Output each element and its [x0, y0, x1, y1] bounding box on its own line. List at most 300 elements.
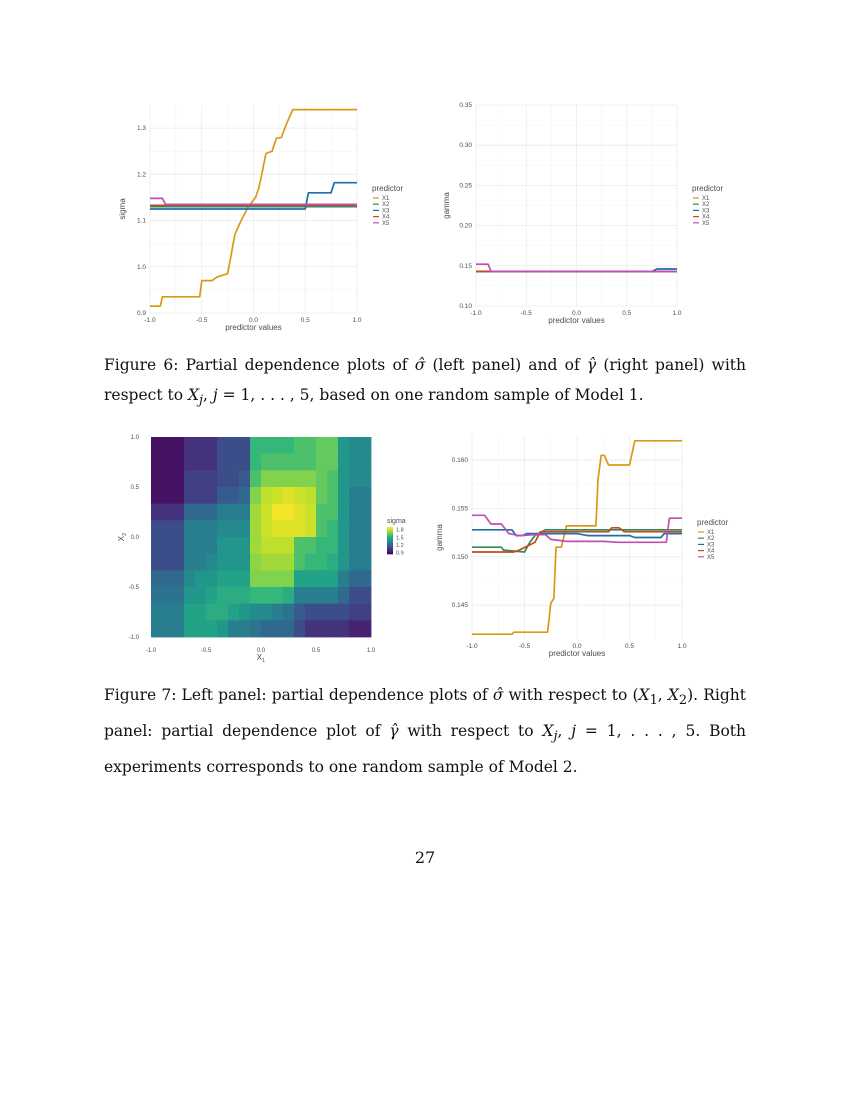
heatmap-cell	[162, 620, 173, 637]
colorbar-tick-label: 1.8	[396, 527, 404, 534]
heatmap-cell	[250, 587, 261, 604]
heatmap-cell	[184, 437, 195, 454]
heatmap-cell	[239, 537, 250, 554]
heatmap-cell	[151, 504, 162, 521]
heatmap-cell	[294, 570, 305, 587]
heatmap-cell	[184, 520, 195, 537]
heatmap-cell	[338, 487, 349, 504]
heatmap-cell	[173, 587, 184, 604]
heatmap-cell	[272, 470, 283, 487]
heatmap-cell	[250, 454, 261, 471]
heatmap-cell	[184, 554, 195, 571]
heatmap-cell	[184, 587, 195, 604]
legend-label-x2: X2	[707, 536, 715, 543]
heatmap-cell	[151, 537, 162, 554]
heatmap-cell	[305, 470, 316, 487]
heatmap-cell	[316, 437, 327, 454]
heatmap-cell	[217, 620, 228, 637]
legend-label-x4: X4	[707, 548, 715, 555]
heatmap-cell	[173, 487, 184, 504]
heatmap-cell	[316, 454, 327, 471]
heatmap-cell	[316, 520, 327, 537]
heatmap-cell	[173, 520, 184, 537]
heatmap-cell	[360, 570, 371, 587]
heatmap-cell	[250, 620, 261, 637]
y-tick-label: 1.0	[130, 435, 139, 441]
heatmap-cell	[261, 620, 272, 637]
heatmap-cell	[349, 620, 360, 637]
heatmap-cell	[327, 504, 338, 521]
heatmap-cell	[228, 554, 239, 571]
heatmap-cell	[305, 454, 316, 471]
legend-title: predictor	[697, 518, 729, 527]
heatmap-cell	[250, 437, 261, 454]
heatmap-cell	[228, 487, 239, 504]
heatmap-cell	[239, 487, 250, 504]
x-tick-label: 0.5	[622, 310, 632, 317]
heatmap-cell	[305, 587, 316, 604]
x-axis-title: predictor values	[548, 649, 606, 658]
heatmap-cell	[184, 454, 195, 471]
heatmap-cell	[228, 454, 239, 471]
heatmap-cell	[316, 537, 327, 554]
heatmap-cell	[349, 570, 360, 587]
heatmap-cell	[217, 470, 228, 487]
heatmap-cell	[261, 554, 272, 571]
fig6-left-chart	[110, 92, 410, 342]
x-tick-label: 1.0	[672, 310, 682, 317]
heatmap-cell	[195, 587, 206, 604]
heatmap-cell	[195, 520, 206, 537]
heatmap-cell	[316, 570, 327, 587]
heatmap-cell	[173, 620, 184, 637]
heatmap-cell	[206, 454, 217, 471]
x-tick-label: 0.0	[248, 317, 259, 324]
legend-label-x5: X5	[702, 220, 710, 227]
heatmap-cell	[316, 604, 327, 621]
legend-label-x2: X2	[382, 202, 390, 209]
heatmap-cell	[184, 570, 195, 587]
page-number: 27	[414, 848, 436, 867]
heatmap-cell	[316, 470, 327, 487]
heatmap-cell	[195, 537, 206, 554]
heatmap-cell	[349, 587, 360, 604]
x-tick-label: 0.0	[571, 310, 582, 317]
heatmap-cell	[316, 504, 327, 521]
heatmap-cell	[272, 487, 283, 504]
heatmap-cell	[228, 504, 239, 521]
heatmap-cell	[250, 470, 261, 487]
heatmap-cell	[239, 504, 250, 521]
heatmap-cell	[283, 587, 294, 604]
heatmap-cell	[184, 604, 195, 621]
heatmap-cell	[349, 504, 360, 521]
heatmap-cell	[206, 554, 217, 571]
heatmap-cell	[239, 520, 250, 537]
heatmap-cell	[162, 470, 173, 487]
heatmap-cell	[261, 454, 272, 471]
y-tick-label: 1.1	[136, 217, 146, 225]
x-tick-label: -0.5	[200, 648, 212, 654]
colorbar-title: sigma	[387, 518, 406, 525]
fig6-right-chart	[438, 92, 738, 342]
heatmap-cell	[239, 470, 250, 487]
heatmap-cell	[338, 570, 349, 587]
heatmap-cell	[327, 470, 338, 487]
x-axis-title: predictor values	[548, 316, 605, 325]
heatmap-cell	[294, 537, 305, 554]
heatmap-cell	[305, 487, 316, 504]
heatmap-cell	[184, 470, 195, 487]
heatmap-cell	[327, 570, 338, 587]
y-tick-label: 0.30	[459, 142, 472, 150]
heatmap-cell	[294, 487, 305, 504]
x-tick-label: 1.0	[677, 643, 687, 650]
heatmap-cell	[261, 470, 272, 487]
heatmap-cell	[162, 454, 173, 471]
heatmap-cell	[327, 554, 338, 571]
x-tick-label: 1.0	[366, 648, 376, 654]
heatmap-cell	[162, 587, 173, 604]
legend-label-x2: X2	[702, 202, 710, 209]
heatmap-cell	[305, 570, 316, 587]
heatmap-cell	[338, 437, 349, 454]
heatmap-cell	[349, 454, 360, 471]
heatmap-cell	[294, 454, 305, 471]
heatmap-cell	[360, 520, 371, 537]
heatmap-cell	[338, 537, 349, 554]
heatmap-cell	[239, 454, 250, 471]
heatmap-cell	[294, 587, 305, 604]
heatmap-cell	[173, 554, 184, 571]
heatmap-cell	[316, 487, 327, 504]
heatmap-cell	[228, 520, 239, 537]
heatmap-cell	[261, 437, 272, 454]
x-tick-label: -1.0	[145, 648, 157, 654]
heatmap-cell	[195, 604, 206, 621]
y-tick-label: 0.150	[451, 553, 468, 561]
x-axis-title: predictor values	[225, 323, 282, 332]
heatmap-cell	[349, 537, 360, 554]
heatmap-cell	[283, 620, 294, 637]
heatmap-cell	[349, 604, 360, 621]
heatmap-cell	[151, 587, 162, 604]
y-tick-label: 0.10	[459, 303, 472, 310]
heatmap-cell	[305, 554, 316, 571]
heatmap-cell	[151, 570, 162, 587]
fig7-left-chart	[110, 428, 430, 668]
heatmap-cell	[261, 587, 272, 604]
heatmap-cell	[217, 604, 228, 621]
y-axis-title: sigma	[118, 198, 127, 220]
heatmap-cell	[162, 554, 173, 571]
heatmap-cell	[261, 487, 272, 504]
y-tick-label: 0.5	[130, 485, 139, 491]
heatmap-cell	[349, 487, 360, 504]
x-tick-label: 0.0	[256, 648, 266, 654]
heatmap-cell	[217, 520, 228, 537]
heatmap-cell	[151, 604, 162, 621]
legend-label-x1: X1	[702, 196, 710, 202]
heatmap-cell	[239, 437, 250, 454]
x-tick-label: -1.0	[144, 317, 156, 324]
heatmap-cell	[173, 504, 184, 521]
colorbar-tick-label: 0.9	[396, 550, 404, 557]
heatmap-cell	[217, 504, 228, 521]
y-axis-title: gamma	[435, 524, 444, 551]
y-tick-label: 0.9	[136, 310, 146, 317]
heatmap-cell	[338, 504, 349, 521]
x-tick-label: 0.5	[311, 648, 321, 654]
x-tick-label: -0.5	[196, 317, 208, 324]
heatmap-cell	[217, 487, 228, 504]
heatmap-cell	[327, 587, 338, 604]
heatmap-cell	[349, 554, 360, 571]
heatmap-cell	[195, 454, 206, 471]
heatmap-cell	[206, 504, 217, 521]
heatmap-cell	[338, 554, 349, 571]
legend-label-x3: X3	[702, 208, 710, 215]
heatmap-cell	[338, 604, 349, 621]
x-tick-label: -0.5	[518, 643, 531, 650]
heatmap-cell	[261, 520, 272, 537]
heatmap-cell	[283, 437, 294, 454]
y-tick-label: -1.0	[128, 635, 139, 641]
heatmap-cell	[327, 454, 338, 471]
y-axis-title: $X_2$	[117, 532, 128, 542]
heatmap-cell	[338, 620, 349, 637]
heatmap-cell	[272, 604, 283, 621]
heatmap-cell	[272, 620, 283, 637]
heatmap-cell	[283, 504, 294, 521]
heatmap-cell	[217, 587, 228, 604]
heatmap-cell	[195, 487, 206, 504]
heatmap-cell	[184, 504, 195, 521]
heatmap-cell	[206, 587, 217, 604]
heatmap-cell	[283, 570, 294, 587]
heatmap-cell	[239, 604, 250, 621]
heatmap-cell	[173, 537, 184, 554]
heatmap-cell	[305, 520, 316, 537]
heatmap-cell	[305, 537, 316, 554]
fig7-right-chart	[435, 428, 738, 668]
heatmap-cell	[206, 537, 217, 554]
y-tick-label: 0.25	[459, 182, 472, 190]
heatmap-cell	[272, 437, 283, 454]
heatmap-cell	[360, 470, 371, 487]
heatmap-cell	[360, 504, 371, 521]
y-tick-label: 0.145	[451, 602, 468, 610]
heatmap-cell	[283, 487, 294, 504]
y-tick-label: -0.5	[128, 585, 139, 591]
heatmap-cell	[162, 437, 173, 454]
heatmap-cell	[184, 487, 195, 504]
heatmap-cell	[151, 454, 162, 471]
heatmap-cell	[162, 570, 173, 587]
heatmap-cell	[206, 470, 217, 487]
y-tick-label: 0.155	[451, 505, 468, 513]
heatmap-cell	[338, 587, 349, 604]
heatmap-cell	[327, 537, 338, 554]
heatmap-cell	[173, 604, 184, 621]
y-tick-label: 0.15	[459, 262, 472, 270]
heatmap-cell	[217, 454, 228, 471]
heatmap-cell	[294, 604, 305, 621]
y-tick-label: 1.0	[136, 263, 146, 271]
y-tick-label: 0.35	[459, 102, 472, 109]
heatmap-cell	[272, 537, 283, 554]
heatmap-cell	[228, 587, 239, 604]
heatmap-cell	[272, 570, 283, 587]
heatmap-cell	[360, 604, 371, 621]
x-tick-label: 0.0	[572, 643, 582, 650]
heatmap-cell	[151, 520, 162, 537]
legend-label-x5: X5	[382, 220, 390, 227]
legend-label-x3: X3	[382, 208, 390, 215]
heatmap-cell	[349, 470, 360, 487]
heatmap-cell	[228, 570, 239, 587]
heatmap-cell	[327, 487, 338, 504]
heatmap-cell	[195, 504, 206, 521]
heatmap-cell	[206, 570, 217, 587]
heatmap-cell	[305, 437, 316, 454]
x-axis-title: $X_1$	[256, 653, 266, 664]
heatmap-cell	[162, 537, 173, 554]
heatmap-cell	[250, 604, 261, 621]
heatmap-cell	[316, 620, 327, 637]
heatmap-cell	[305, 620, 316, 637]
heatmap-cell	[195, 470, 206, 487]
legend-label-x4: X4	[382, 214, 390, 221]
x-tick-label: 1.0	[352, 317, 362, 324]
heatmap-cell	[195, 570, 206, 587]
heatmap-cell	[261, 570, 272, 587]
heatmap-cell	[316, 554, 327, 571]
x-tick-label: -1.0	[470, 310, 482, 317]
heatmap-cell	[338, 470, 349, 487]
heatmap-cell	[228, 437, 239, 454]
heatmap-cell	[327, 604, 338, 621]
heatmap-cell	[184, 620, 195, 637]
figure-7-caption: Figure 7: Left panel: partial dependence plots of σ̂ with respect to ($X_1$, $X_2$). Right panel: partial dependence plot of γ̂ with respect to $X_j$, j = 1, . . . , 5. Both experiments corresponds to one random sample of Model 2.	[104, 686, 747, 777]
heatmap-cell	[151, 470, 162, 487]
heatmap-cell	[239, 620, 250, 637]
heatmap-cell	[360, 537, 371, 554]
heatmap-cell	[272, 587, 283, 604]
x-tick-label: 0.5	[624, 643, 635, 650]
y-tick-label: 1.3	[136, 125, 146, 133]
heatmap-cell	[294, 470, 305, 487]
heatmap-cell	[151, 487, 162, 504]
heatmap-cell	[151, 554, 162, 571]
heatmap-cell	[305, 604, 316, 621]
heatmap-cell	[272, 520, 283, 537]
heatmap-cell	[360, 554, 371, 571]
heatmap-cell	[173, 454, 184, 471]
heatmap-cell	[283, 454, 294, 471]
heatmap-cell	[162, 604, 173, 621]
heatmap-cell	[294, 620, 305, 637]
legend-title: predictor	[372, 184, 404, 193]
y-tick-label: 0.20	[459, 222, 472, 230]
heatmap-cell	[261, 537, 272, 554]
colorbar-tick-label: 1.2	[396, 543, 404, 549]
heatmap-cell	[327, 620, 338, 637]
heatmap-cell	[217, 570, 228, 587]
heatmap-cell	[173, 437, 184, 454]
heatmap-cell	[184, 537, 195, 554]
colorbar-segment	[387, 553, 393, 554]
heatmap-cell	[261, 604, 272, 621]
heatmap-cell	[250, 487, 261, 504]
heatmap-cell	[360, 454, 371, 471]
legend-label-x5: X5	[707, 554, 715, 561]
heatmap-cell	[250, 520, 261, 537]
heatmap-cell	[250, 537, 261, 554]
heatmap-cell	[228, 604, 239, 621]
heatmap-cell	[162, 520, 173, 537]
heatmap-cell	[283, 604, 294, 621]
x-tick-label: -0.5	[520, 310, 532, 317]
heatmap-cell	[305, 504, 316, 521]
heatmap-cell	[195, 554, 206, 571]
heatmap-cell	[217, 554, 228, 571]
heatmap-cell	[250, 504, 261, 521]
heatmap-cell	[228, 620, 239, 637]
heatmap-cell	[327, 437, 338, 454]
heatmap-cell	[360, 487, 371, 504]
heatmap-cell	[338, 454, 349, 471]
heatmap-cell	[327, 520, 338, 537]
heatmap-cell	[283, 470, 294, 487]
heatmap-cell	[360, 587, 371, 604]
heatmap-cell	[294, 520, 305, 537]
heatmap-cell	[294, 554, 305, 571]
heatmap-cell	[173, 470, 184, 487]
y-tick-label: 0.0	[130, 535, 139, 541]
heatmap-cell	[195, 620, 206, 637]
x-tick-label: -1.0	[466, 643, 478, 650]
heatmap-cell	[272, 454, 283, 471]
heatmap-cell	[283, 537, 294, 554]
heatmap-cell	[250, 570, 261, 587]
figure-6-caption: Figure 6: Partial dependence plots of σ̂ (left panel) and of γ̂ (right panel) with respect to $X_j$, j = 1, . . . , 5, based on one random sample of Model 1.	[104, 356, 746, 409]
heatmap-cell	[349, 437, 360, 454]
heatmap-cell	[294, 437, 305, 454]
heatmap-cell	[239, 587, 250, 604]
heatmap-cell	[206, 437, 217, 454]
heatmap-cell	[294, 504, 305, 521]
heatmap-cell	[283, 554, 294, 571]
x-tick-label: 0.5	[300, 317, 310, 324]
heatmap-cell	[316, 587, 327, 604]
heatmap-cell	[206, 604, 217, 621]
y-tick-label: 1.2	[136, 171, 146, 179]
heatmap-cell	[283, 520, 294, 537]
heatmap-cell	[349, 520, 360, 537]
heatmap-cell	[162, 504, 173, 521]
heatmap-cell	[239, 570, 250, 587]
heatmap-cell	[195, 437, 206, 454]
heatmap-cell	[151, 620, 162, 637]
legend-label-x4: X4	[702, 214, 710, 221]
heatmap-cell	[360, 620, 371, 637]
heatmap-cell	[228, 537, 239, 554]
y-axis-title: gamma	[442, 192, 451, 219]
heatmap-cell	[151, 437, 162, 454]
heatmap-cell	[272, 504, 283, 521]
legend-label-x1: X1	[707, 530, 715, 536]
